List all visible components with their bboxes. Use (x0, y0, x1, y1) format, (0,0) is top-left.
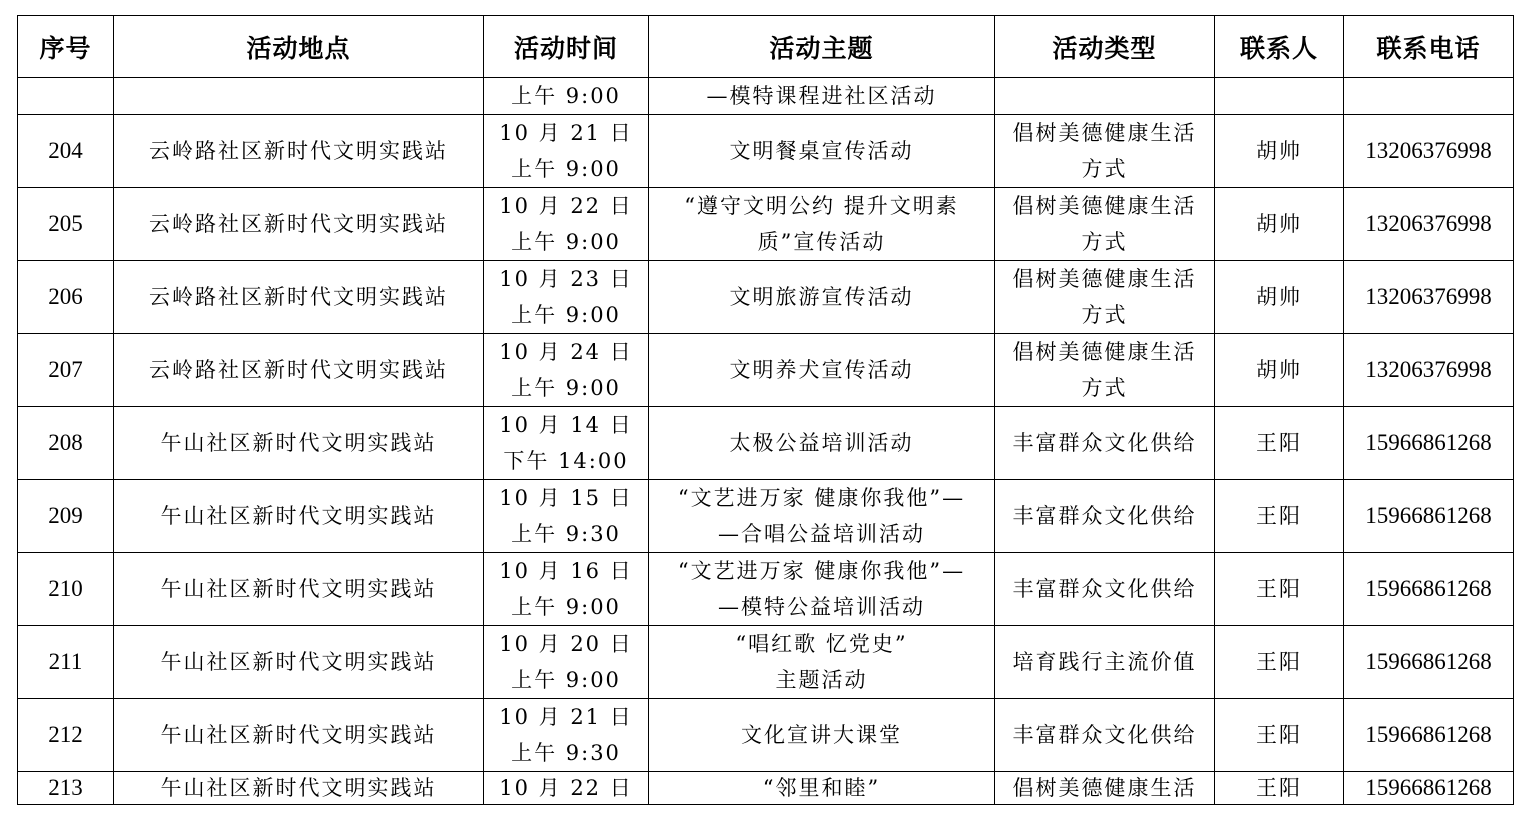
cell-topic-line: 文明餐桌宣传活动 (729, 139, 914, 163)
cell-type (995, 407, 1215, 480)
cell-phone: 15966861268 (1344, 407, 1514, 480)
cell-type-line: 倡树美德健康生活 (1012, 121, 1197, 145)
cell-type (995, 480, 1215, 553)
table-row (18, 188, 1514, 261)
cell-time-line: 10 月 21 日 (499, 705, 633, 729)
cell-no: 206 (18, 261, 114, 334)
table-row (18, 553, 1514, 626)
cell-time-line: 上午 9:00 (511, 303, 621, 327)
activity-table (17, 15, 1514, 805)
cell-type (995, 553, 1215, 626)
cell-no: 204 (18, 115, 114, 188)
cell-contact (1215, 78, 1344, 115)
cell-time-line: 10 月 21 日 (499, 121, 633, 145)
cell-location: 午山社区新时代文明实践站 (114, 407, 484, 480)
cell-time (484, 334, 649, 407)
cell-topic (649, 78, 995, 115)
header-contact: 联系人 (1215, 16, 1344, 78)
cell-location: 午山社区新时代文明实践站 (114, 553, 484, 626)
cell-topic (649, 261, 995, 334)
cell-type-line: 方式 (1081, 230, 1128, 254)
cell-phone: 13206376998 (1344, 261, 1514, 334)
cell-location (114, 78, 484, 115)
cell-phone: 15966861268 (1344, 626, 1514, 699)
cell-type-line: 方式 (1081, 157, 1128, 181)
cell-type-line: 方式 (1081, 376, 1128, 400)
cell-no: 205 (18, 188, 114, 261)
cell-contact: 胡帅 (1215, 115, 1344, 188)
cell-type-line: 丰富群众文化供给 (1012, 431, 1197, 455)
cell-time-line: 10 月 22 日 (499, 194, 633, 218)
cell-no: 209 (18, 480, 114, 553)
cell-location: 云岭路社区新时代文明实践站 (114, 115, 484, 188)
table-body (18, 78, 1514, 805)
cell-topic (649, 334, 995, 407)
cell-topic-line: “文艺进万家 健康你我他”— (677, 486, 966, 510)
table-row (18, 626, 1514, 699)
cell-type (995, 772, 1215, 805)
cell-phone: 15966861268 (1344, 553, 1514, 626)
cell-topic-line: 主题活动 (775, 668, 868, 692)
cell-time-line: 上午 9:00 (511, 84, 621, 108)
cell-contact: 王阳 (1215, 626, 1344, 699)
cell-phone: 13206376998 (1344, 115, 1514, 188)
cell-no (18, 78, 114, 115)
cell-time-line: 10 月 22 日 (499, 776, 633, 800)
cell-time-line: 上午 9:30 (511, 522, 621, 546)
header-time: 活动时间 (484, 16, 649, 78)
cell-time-line: 10 月 24 日 (499, 340, 633, 364)
cell-time (484, 626, 649, 699)
cell-time-line: 上午 9:00 (511, 230, 621, 254)
cell-phone: 15966861268 (1344, 480, 1514, 553)
cell-topic-line: —模特课程进社区活动 (706, 84, 937, 108)
cell-type-line: 丰富群众文化供给 (1012, 723, 1197, 747)
cell-time (484, 188, 649, 261)
table-row (18, 115, 1514, 188)
cell-contact: 胡帅 (1215, 261, 1344, 334)
cell-topic-line: 质”宣传活动 (757, 230, 886, 254)
cell-location: 午山社区新时代文明实践站 (114, 772, 484, 805)
cell-topic (649, 772, 995, 805)
cell-topic (649, 480, 995, 553)
cell-phone: 13206376998 (1344, 188, 1514, 261)
cell-topic (649, 553, 995, 626)
cell-contact: 王阳 (1215, 407, 1344, 480)
cell-type (995, 188, 1215, 261)
cell-topic-line: “邻里和睦” (762, 776, 881, 800)
table-row (18, 261, 1514, 334)
cell-contact: 胡帅 (1215, 188, 1344, 261)
cell-topic-line: “唱红歌 忆党史” (735, 632, 908, 656)
cell-time (484, 407, 649, 480)
cell-time-line: 上午 9:00 (511, 376, 621, 400)
header-no: 序号 (18, 16, 114, 78)
cell-location: 午山社区新时代文明实践站 (114, 699, 484, 772)
cell-no: 211 (18, 626, 114, 699)
cell-type (995, 334, 1215, 407)
cell-location: 午山社区新时代文明实践站 (114, 480, 484, 553)
cell-location: 午山社区新时代文明实践站 (114, 626, 484, 699)
cell-time-line: 10 月 23 日 (499, 267, 633, 291)
cell-topic (649, 699, 995, 772)
header-row (18, 16, 1514, 78)
table-row (18, 699, 1514, 772)
cell-time-line: 上午 9:00 (511, 595, 621, 619)
cell-type-line: 倡树美德健康生活 (1012, 340, 1197, 364)
cell-topic-line: —模特公益培训活动 (718, 595, 925, 619)
cell-time (484, 772, 649, 805)
cell-topic (649, 188, 995, 261)
cell-type (995, 626, 1215, 699)
header-location: 活动地点 (114, 16, 484, 78)
header-phone: 联系电话 (1344, 16, 1514, 78)
cell-topic-line: 文化宣讲大课堂 (741, 723, 902, 747)
table-row-partial (18, 772, 1514, 805)
cell-time (484, 115, 649, 188)
cell-time-line: 10 月 15 日 (499, 486, 633, 510)
cell-time (484, 261, 649, 334)
cell-time-line: 上午 9:00 (511, 157, 621, 181)
cell-topic-line: “文艺进万家 健康你我他”— (677, 559, 966, 583)
cell-time (484, 78, 649, 115)
cell-phone: 15966861268 (1344, 699, 1514, 772)
cell-type (995, 261, 1215, 334)
cell-no: 212 (18, 699, 114, 772)
table-row (18, 480, 1514, 553)
cell-type-line: 倡树美德健康生活 (1012, 267, 1197, 291)
cell-time-line: 下午 14:00 (503, 449, 629, 473)
cell-type (995, 699, 1215, 772)
cell-no: 213 (18, 772, 114, 805)
cell-time (484, 480, 649, 553)
cell-topic-line: 文明养犬宣传活动 (729, 358, 914, 382)
cell-contact: 王阳 (1215, 699, 1344, 772)
cell-location: 云岭路社区新时代文明实践站 (114, 261, 484, 334)
table-row-continued (18, 78, 1514, 115)
cell-time-line: 10 月 14 日 (499, 413, 633, 437)
cell-type-line: 丰富群众文化供给 (1012, 504, 1197, 528)
table-row (18, 407, 1514, 480)
cell-contact: 胡帅 (1215, 334, 1344, 407)
cell-topic (649, 115, 995, 188)
cell-phone: 13206376998 (1344, 334, 1514, 407)
cell-phone (1344, 78, 1514, 115)
cell-contact: 王阳 (1215, 772, 1344, 805)
cell-time-line: 10 月 20 日 (499, 632, 633, 656)
cell-type-line: 倡树美德健康生活 (1012, 194, 1197, 218)
cell-topic-line: —合唱公益培训活动 (718, 522, 925, 546)
cell-phone: 15966861268 (1344, 772, 1514, 805)
cell-type-line: 培育践行主流价值 (1012, 650, 1197, 674)
cell-type (995, 115, 1215, 188)
cell-time-line: 上午 9:30 (511, 741, 621, 765)
cell-location: 云岭路社区新时代文明实践站 (114, 188, 484, 261)
cell-no: 208 (18, 407, 114, 480)
cell-no: 210 (18, 553, 114, 626)
cell-location: 云岭路社区新时代文明实践站 (114, 334, 484, 407)
table-row (18, 334, 1514, 407)
cell-no: 207 (18, 334, 114, 407)
cell-time (484, 699, 649, 772)
cell-type-line: 丰富群众文化供给 (1012, 577, 1197, 601)
cell-contact: 王阳 (1215, 480, 1344, 553)
cell-time (484, 553, 649, 626)
cell-type-line: 倡树美德健康生活 (1012, 776, 1197, 800)
header-topic: 活动主题 (649, 16, 995, 78)
cell-topic-line: 文明旅游宣传活动 (729, 285, 914, 309)
cell-topic-line: 太极公益培训活动 (729, 431, 914, 455)
cell-topic (649, 407, 995, 480)
cell-time-line: 10 月 16 日 (499, 559, 633, 583)
cell-type (995, 78, 1215, 115)
cell-time-line: 上午 9:00 (511, 668, 621, 692)
header-type: 活动类型 (995, 16, 1215, 78)
cell-topic-line: “遵守文明公约 提升文明素 (684, 194, 959, 218)
cell-topic (649, 626, 995, 699)
cell-contact: 王阳 (1215, 553, 1344, 626)
cell-type-line: 方式 (1081, 303, 1128, 327)
